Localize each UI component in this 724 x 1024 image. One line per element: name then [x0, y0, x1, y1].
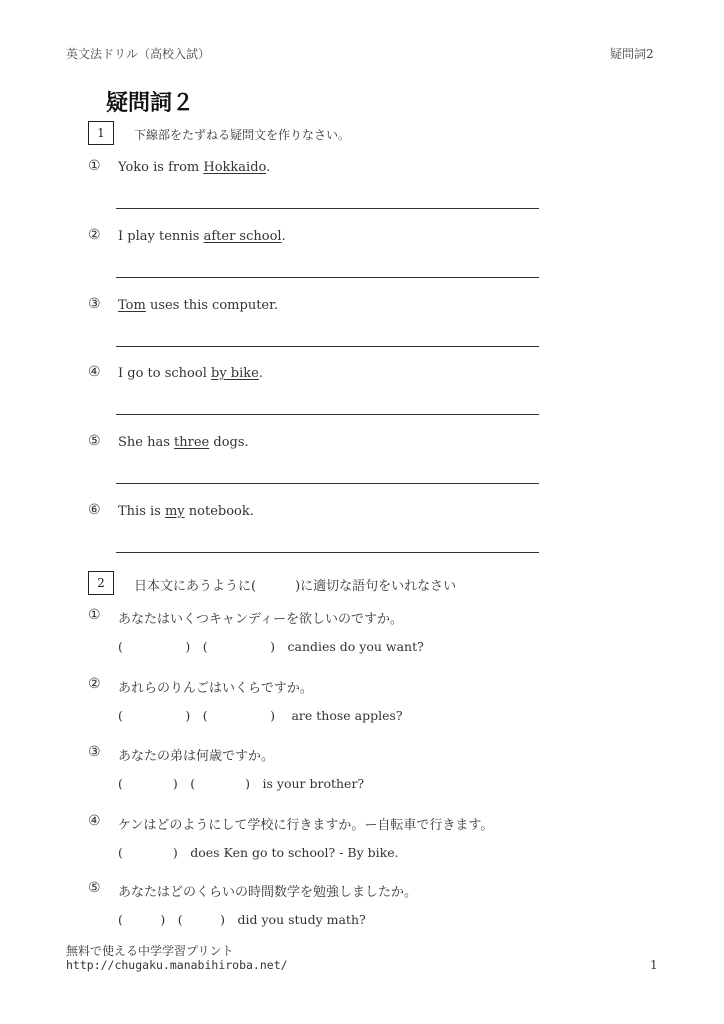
underlined-part: my — [164, 504, 185, 519]
question-sentence — [118, 229, 286, 244]
question-sentence — [118, 366, 263, 381]
sentence-text: Yoko is from — [118, 160, 204, 175]
fill-in-blank[interactable]: ( ) ( ) candies do you want? — [118, 639, 424, 654]
question-number: ⑤ — [88, 880, 101, 896]
fill-in-blank[interactable]: ( ) ( ) did you study math? — [118, 912, 366, 927]
japanese-sentence: ケンはどのようにして学校に行きますか。ー自転車で行きます。 — [118, 818, 494, 833]
question-number: ① — [88, 607, 101, 623]
question-number: ⑥ — [88, 502, 101, 518]
section-1-instruction: 下線部をたずねる疑問文を作りなさい。 — [134, 128, 351, 142]
underlined-part: after school — [203, 229, 282, 244]
question-number: ③ — [88, 744, 101, 760]
answer-line[interactable] — [116, 346, 539, 347]
japanese-sentence: あれらのりんごはいくらですか。 — [118, 681, 313, 696]
sentence-text: uses this computer. — [145, 298, 279, 313]
fill-in-blank[interactable]: ( ) does Ken go to school? - By bike. — [118, 845, 399, 860]
fill-in-blank[interactable]: ( ) ( ) is your brother? — [118, 776, 365, 791]
section-2-instruction: 日本文にあうように( )に適切な語句をいれなさい — [134, 579, 457, 594]
japanese-sentence: あなたはいくつキャンディーを欲しいのですか。 — [118, 612, 403, 627]
question-number: ① — [88, 158, 101, 174]
underlined-part: three — [174, 435, 210, 450]
section-1-number: 1 — [88, 121, 114, 145]
question-number: ② — [88, 676, 101, 692]
section-2-number: 2 — [88, 571, 114, 595]
page-number: 1 — [650, 958, 658, 972]
question-number: ④ — [88, 813, 101, 829]
question-sentence — [118, 504, 254, 519]
question-sentence — [118, 298, 278, 313]
question-sentence — [118, 160, 270, 175]
japanese-sentence: あなたの弟は何歳ですか。 — [118, 749, 275, 764]
underlined-part: by bike — [211, 366, 259, 381]
answer-line[interactable] — [116, 414, 539, 415]
header-right: 疑問詞2 — [610, 47, 654, 61]
underlined-part: Tom — [118, 298, 146, 313]
sentence-text: . — [258, 366, 263, 381]
sentence-text: She has — [118, 435, 175, 450]
question-number: ⑤ — [88, 433, 101, 449]
question-sentence — [118, 435, 249, 450]
answer-line[interactable] — [116, 552, 539, 553]
sentence-text: dogs. — [209, 435, 249, 450]
fill-in-blank[interactable]: ( ) ( ) are those apples? — [118, 708, 403, 723]
footer-site-name: 無料で使える中学学習プリント — [66, 944, 234, 958]
japanese-sentence: あなたはどのくらいの時間数学を勉強しましたか。 — [118, 885, 418, 900]
question-number: ④ — [88, 364, 101, 380]
sentence-text: This is — [118, 504, 165, 519]
sentence-text: notebook. — [184, 504, 254, 519]
answer-line[interactable] — [116, 483, 539, 484]
question-number: ② — [88, 227, 101, 243]
answer-line[interactable] — [116, 277, 539, 278]
underlined-part: Hokkaido — [203, 160, 267, 175]
answer-line[interactable] — [116, 208, 539, 209]
question-number: ③ — [88, 296, 101, 312]
sentence-text: . — [266, 160, 271, 175]
page-title: 疑問詞２ — [106, 91, 195, 116]
header-left: 英文法ドリル（高校入試） — [66, 47, 211, 61]
footer-url: http://chugaku.manabihiroba.net/ — [66, 958, 288, 972]
sentence-text: I play tennis — [118, 229, 204, 244]
sentence-text: I go to school — [118, 366, 211, 381]
sentence-text: . — [281, 229, 286, 244]
